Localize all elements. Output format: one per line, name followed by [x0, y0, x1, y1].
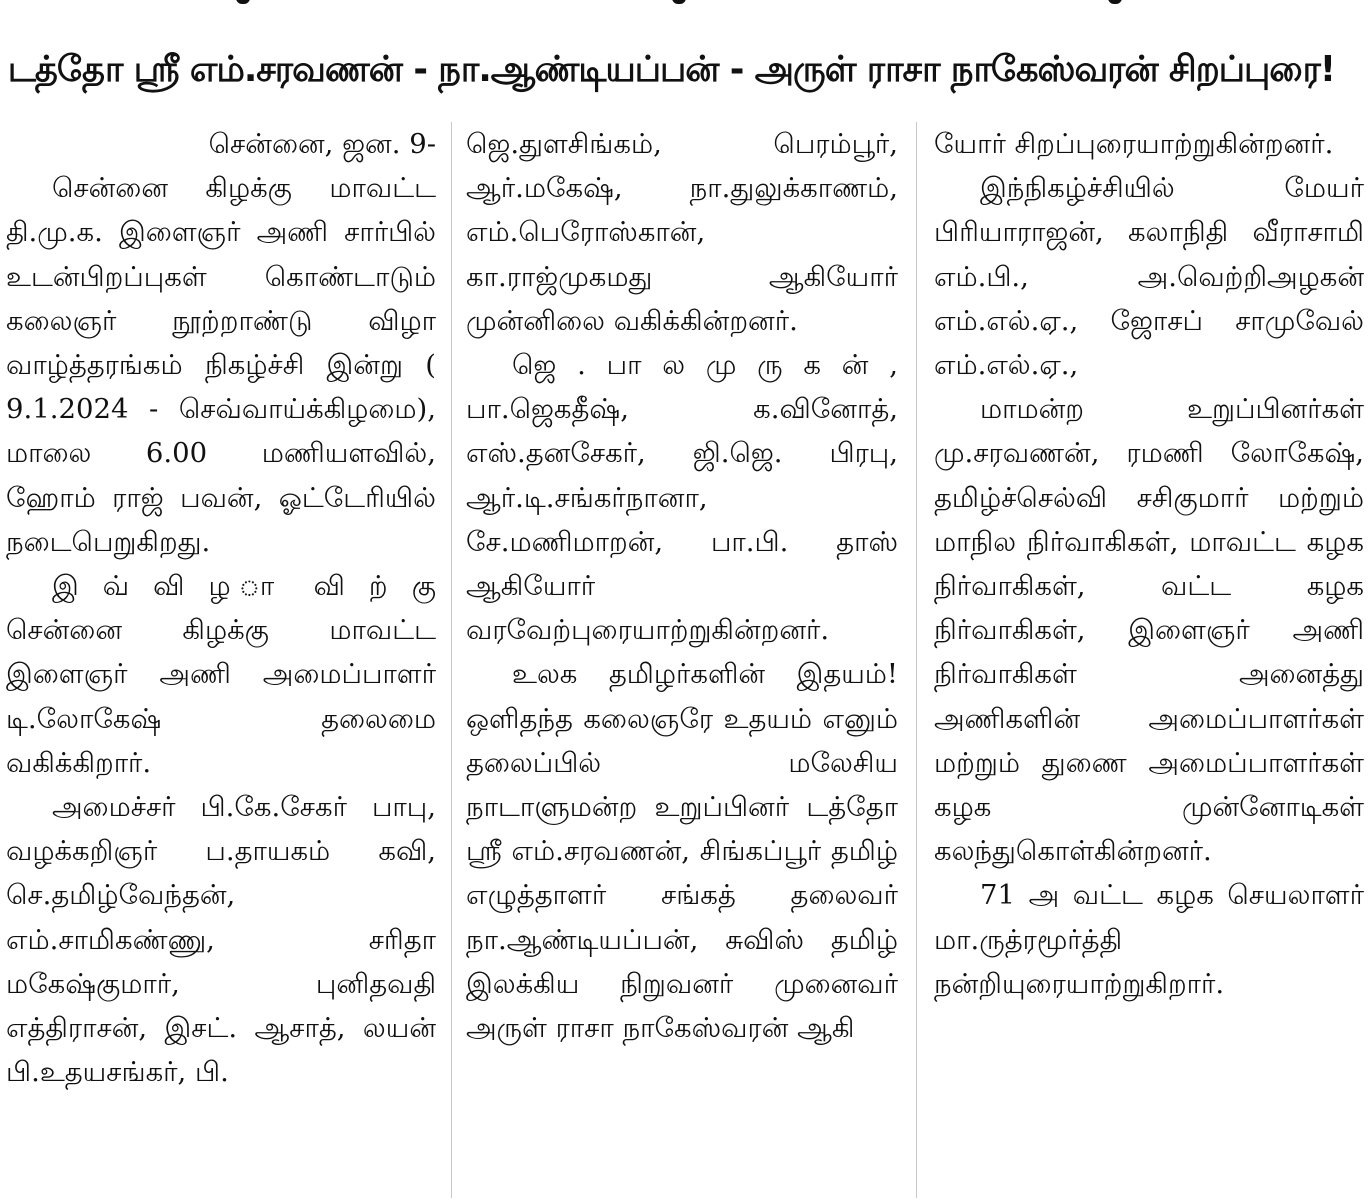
article-column-3 — [934, 122, 1364, 1200]
article-paragraph: அமைச்சர் பி.கே.சேகர் பாபு, வழக்கறிஞர் ப.தாயகம் கவி, செ.தமிழ்வேந்தன், எம்.சாமிகண்ணு, சரிதா மகேஷ்குமார், புனிதவதி எத்திராசன், இசட். ஆசாத், லயன் பி.உதயசங்கர், பி. — [6, 791, 436, 1089]
column-divider — [451, 122, 452, 1198]
column-divider — [916, 122, 917, 1198]
article-paragraph: இந்நிகழ்ச்சியில் மேயர் பிரியாராஜன், கலாநிதி வீராசாமி எம்.பி., அ.வெற்றிஅழகன் எம்.எல்.ஏ., ஜோசப் சாமுவேல் எம்.எல்.ஏ., — [934, 172, 1364, 382]
article-column-1 — [6, 122, 436, 1200]
article-paragraph: ஜெ.துளசிங்கம், பெரம்பூர், ஆர்.மகேஷ், நா.துலுக்காணம், எம்.பெரோஸ்கான், கா.ராஜ்முகமது ஆகியோர் முன்னிலை வகிக்கின்றனர். — [466, 128, 898, 337]
cropped-text-strip — [0, 0, 1370, 8]
article-paragraph: சென்னை கிழக்கு மாவட்ட தி.மு.க. இளைஞர் அணி சார்பில் உடன்பிறப்புகள் கொண்டாடும் கலைஞர் நூற்றாண்டு விழா வாழ்த்தரங்கம் நிகழ்ச்சி இன்று ( 9.1.2024 - செவ்வாய்க்கிழமை), மாலை 6.00 மணியளவில், ஹோம் ராஜ் பவன், ஓட்டேரியில் நடைபெறுகிறது. — [6, 172, 436, 558]
headline: டத்தோ ஸ்ரீ எம்.சரவணன் - நா.ஆண்டியப்பன் - அருள் ராசா நாகேஸ்வரன் சிறப்புரை! — [7, 49, 1336, 90]
article-paragraph: ஜெ . பா ல மு ரு க ன் , பா.ஜெகதீஷ், க.வினோத், எஸ்.தனசேகர், ஜி.ஜெ. பிரபு, ஆர்.டி.சங்கர்நானா, சே.மணிமாறன், பா.பி. தாஸ் ஆகியோர் வரவேற்புரையாற்றுகின்றனர். — [466, 349, 898, 647]
dateline: சென்னை, ஜன. 9- — [208, 128, 436, 160]
article-paragraph: 71 அ வட்ட கழக செயலாளர் மா.ருத்ரமூர்த்தி நன்றியுரையாற்றுகிறார். — [934, 879, 1364, 1000]
article-paragraph: உலக தமிழர்களின் இதயம்! ஒளிதந்த கலைஞரே உதயம் எனும் தலைப்பில் மலேசிய நாடாளுமன்ற உறுப்பினர் டத்தோ ஸ்ரீ எம்.சரவணன், சிங்கப்பூர் தமிழ் எழுத்தாளர் சங்கத் தலைவர் நா.ஆண்டியப்பன், சுவிஸ் தமிழ் இலக்கிய நிறுவனர் முனைவர் அருள் ராசா நாகேஸ்வரன் ஆகி — [466, 658, 898, 1045]
article-paragraph: இ வ் வி ழ ா வி ற் கு சென்னை கிழக்கு மாவட்ட இளைஞர் அணி அமைப்பாளர் டி.லோகேஷ் தலைமை வகிக்கிறார். — [6, 570, 436, 779]
article-column-2 — [466, 122, 898, 1200]
article-paragraph: மாமன்ற உறுப்பினர்கள் மு.சரவணன், ரமணி லோகேஷ், தமிழ்ச்செல்வி சசிகுமார் மற்றும் மாநில நிர்வாகிகள், மாவட்ட கழக நிர்வாகிகள், வட்ட கழக நிர்வாகிகள், இளைஞர் அணி நிர்வாகிகள் அனைத்து அணிகளின் அமைப்பாளர்கள் மற்றும் துணை அமைப்பாளர்கள் கழக முன்னோடிகள் கலந்துகொள்கின்றனர். — [934, 393, 1364, 868]
article-paragraph: யோர் சிறப்புரையாற்றுகின்றனர். — [934, 128, 1334, 160]
